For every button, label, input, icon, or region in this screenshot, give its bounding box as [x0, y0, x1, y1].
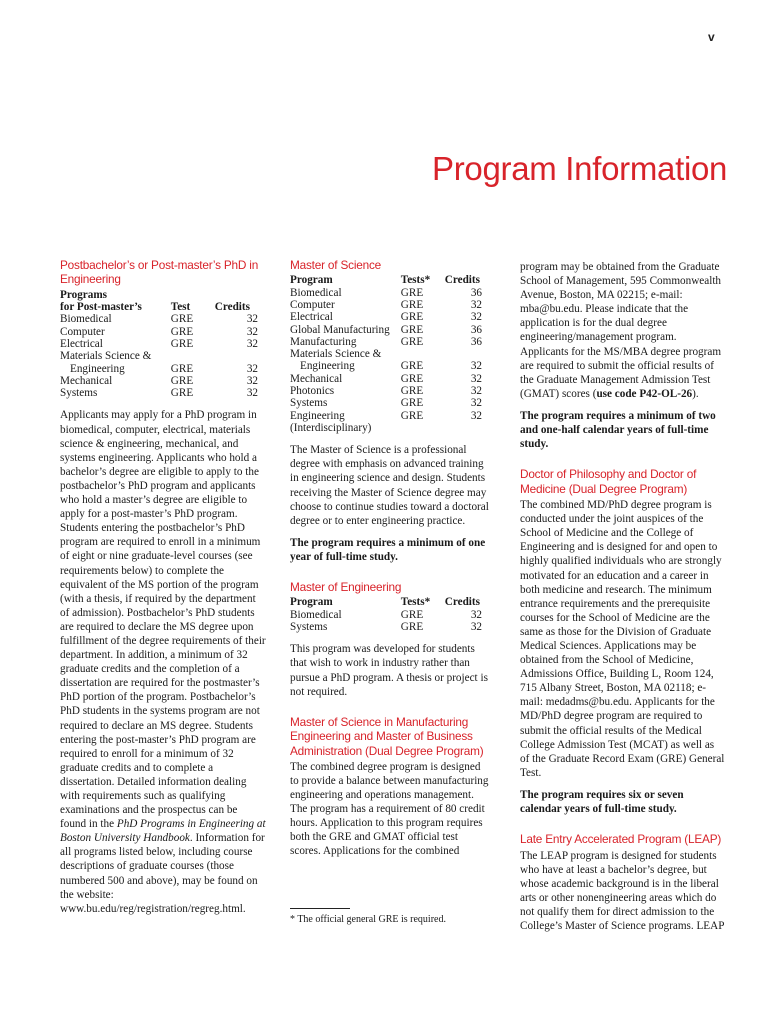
dual-degree-description: The combined degree program is designed to provide a balance between manufacturing engineering and operations management. The program has a requirement of 80 credit hours. Application to this program requires both the GRE and GMAT official test scores. Applications for the combined	[290, 760, 489, 858]
table-cell: 36	[470, 286, 482, 299]
table-cell: GRE	[170, 313, 194, 326]
table-cell: Engineering	[300, 360, 355, 373]
table-row	[290, 397, 490, 409]
page-title: Program Information	[432, 150, 728, 187]
table-cell: Manufacturing	[290, 335, 357, 348]
table-row	[290, 360, 490, 372]
table-row	[290, 410, 490, 422]
table-header: Credits	[444, 596, 480, 609]
table-cell: 32	[246, 338, 258, 350]
table-cell: GRE	[400, 397, 424, 410]
table-cell: 32	[246, 387, 258, 400]
dual-requirement: The program requires a minimum of two and one-half calendar years of full-time study.	[520, 409, 716, 451]
table-header-row	[290, 274, 490, 286]
footnote-divider	[290, 908, 350, 909]
phd-heading: Postbachelor’s or Post-master’s PhD in Engineering	[60, 258, 259, 287]
table-cell: Systems	[290, 621, 328, 634]
column-3	[520, 260, 726, 933]
table-cell: 32	[246, 313, 258, 326]
table-header: for Post-master’s	[60, 301, 142, 314]
table-header-row	[290, 596, 490, 608]
table-row	[290, 299, 490, 311]
phd-description	[60, 408, 266, 915]
table-cell	[445, 422, 490, 434]
table-header: Tests*	[400, 274, 431, 287]
table-cell: GRE	[400, 335, 424, 348]
table-cell: Biomedical	[290, 286, 342, 299]
table-cell: 36	[470, 335, 482, 348]
table-row	[290, 324, 490, 336]
table-row	[290, 621, 490, 633]
table-header: Test	[170, 301, 191, 314]
table-cell	[445, 348, 490, 360]
table-cell: 32	[470, 311, 482, 324]
table-cell: Mechanical	[290, 372, 343, 385]
table-row	[60, 326, 266, 338]
table-cell: Systems	[60, 387, 98, 400]
table-cell: Engineering	[290, 409, 345, 422]
mdphd-requirement: The program requires six or seven calendar years of full-time study.	[520, 788, 684, 815]
table-cell: 32	[470, 608, 482, 621]
table-cell: (Interdisciplinary)	[290, 421, 372, 434]
table-row	[290, 336, 490, 348]
table-cell: 32	[470, 409, 482, 422]
table-cell: GRE	[400, 286, 424, 299]
table-cell: Materials Science &	[290, 348, 382, 361]
table-cell: GRE	[400, 323, 424, 336]
table-row	[60, 363, 266, 375]
mdphd-heading: Doctor of Philosophy and Doctor of Medicine (Dual Degree Program)	[520, 467, 697, 496]
table-cell: GRE	[400, 621, 424, 634]
table-header-row	[60, 289, 266, 301]
table-row	[290, 311, 490, 323]
dual-degree-heading: Master of Science in Manufacturing Engineering and Master of Business Administration (Dual Degree Program)	[290, 714, 484, 758]
table-cell: 36	[470, 323, 482, 336]
meng-programs-table	[290, 596, 490, 633]
table-header: Tests*	[400, 596, 431, 609]
handbook-title: PhD Programs in Engineering at Boston University Handbook	[60, 818, 266, 845]
table-cell	[401, 422, 445, 434]
ms-heading: Master of Science	[290, 258, 382, 272]
table-cell	[401, 348, 445, 360]
table-cell: 32	[246, 325, 258, 338]
table-cell: Global Manufacturing	[290, 323, 390, 336]
table-cell	[171, 350, 215, 362]
table-cell: Photonics	[290, 385, 335, 398]
table-row	[290, 385, 490, 397]
table-cell: GRE	[400, 360, 424, 373]
table-cell: GRE	[400, 385, 424, 398]
table-cell: GRE	[400, 608, 424, 621]
table-cell: Materials Science &	[60, 350, 152, 363]
phd-text-a: Applicants may apply for a PhD program in biomedical, computer, electrical, materials science & engineering, mechanical, and systems engineering. Applicants who hold a bachelor’s degree are eligible to apply to the postbachelor’s PhD program and applicants who hold a master’s degree are eligible to apply for a post-master’s PhD program. Students entering the postbachelor’s PhD program are required to enroll in a minimum of eight or nine graduate-level courses (see requirements below) to complete the equivalent of the MS portion of the program (with a thesis, if required by the department of admission). Postbachelor’s PhD students are required to declare the MS degree upon fulfillment of the degree requirements of their department. In addition, a minimum of 32 graduate credits and the completion of a dissertation are required for the postmaster’s PhD portion of the program. Postbachelor’s PhD students in the systems program are not required to declare an MS degree. Students entering the post-master’s PhD program are required to enroll for a minimum of 32 graduate credits and to complete a dissertation. Detailed information dealing with requirements such as qualifying examinations and the prospectus can be found in the	[60, 409, 266, 831]
table-cell: GRE	[400, 372, 424, 385]
table-cell: GRE	[400, 311, 424, 324]
meng-heading: Master of Engineering	[290, 580, 402, 595]
table-row	[290, 609, 490, 621]
table-cell: GRE	[400, 409, 424, 422]
table-cell: GRE	[170, 338, 194, 350]
table-cell	[215, 350, 266, 362]
table-cell: Electrical	[290, 311, 333, 324]
table-row	[60, 313, 266, 325]
leap-description: The LEAP program is designed for students who have at least a bachelor’s degree, but whose academic background is in the liberal arts or other nonengineering areas which do not qualify them for direct admission to the College’s Master of Science programs. LEAP	[520, 849, 725, 932]
table-cell: Mechanical	[60, 374, 113, 387]
page-number: v	[708, 30, 715, 44]
table-cell: 32	[246, 374, 258, 387]
table-row	[60, 375, 266, 387]
table-cell: Computer	[290, 299, 335, 311]
table-cell: Systems	[290, 397, 328, 410]
table-header: Programs	[60, 288, 108, 301]
mba-text-a: program may be obtained from the Graduate School of Management, 595 Commonwealth Avenue, Boston, MA 02215; e-mail: mba@bu.edu. Please indicate that the application is for the dual degree engineering/management program. Applicants for the MS/MBA degree program are required to submit the official results of the Graduate Management Admission Test (GMAT) scores (	[520, 261, 722, 400]
table-cell: GRE	[170, 387, 194, 400]
table-row	[290, 287, 490, 299]
table-header: Credits	[214, 301, 250, 314]
table-row	[60, 338, 266, 350]
table-row	[60, 350, 266, 362]
table-cell: 32	[246, 362, 258, 375]
mba-application-text	[520, 260, 726, 401]
table-cell: GRE	[400, 299, 424, 311]
leap-heading: Late Entry Accelerated Program (LEAP)	[520, 832, 722, 847]
table-cell: Electrical	[60, 338, 103, 350]
meng-description: This program was developed for students that wish to work in industry rather than pursue a PhD program. A thesis or project is not required.	[290, 643, 488, 698]
table-row	[290, 348, 490, 360]
table-cell: GRE	[170, 374, 194, 387]
table-cell: 32	[470, 621, 482, 634]
table-cell: GRE	[170, 325, 194, 338]
ms-description: The Master of Science is a professional degree with emphasis on advanced training in engineering science and design. Students receiving the Master of Science degree may choose to continue studies toward a doctoral degree or to enter engineering practice.	[290, 444, 489, 527]
mba-text-b: ).	[692, 387, 699, 400]
table-cell: Biomedical	[60, 313, 112, 326]
table-cell: Computer	[60, 325, 105, 338]
mdphd-description: The combined MD/PhD degree program is conducted under the joint auspices of the School of Medicine and the College of Engineering and is designed for and open to highly qualified individuals who are strongly motivated for an education and a career in both medicine and research. The minimum entrance requirements and the prerequisite courses for the School of Medicine are the same as those for the Division of Graduate Medical Sciences. Applications may be obtained from the School of Medicine, Admissions Office, Building L, Room 124, 715 Albany Street, Boston, MA 02118; e-mail: medadms@bu.edu. Applicants for the MD/PhD degree program are required to submit the official results of the Medical College Admission Test (MCAT) as well as of the Graduate Record Exam (GRE) General Test.	[520, 499, 725, 779]
table-cell: 32	[470, 299, 482, 311]
table-cell: Engineering	[70, 362, 125, 375]
table-cell: 32	[470, 360, 482, 373]
column-1	[60, 258, 266, 916]
phd-text-b: . Information for all programs listed below, including course descriptions of graduate courses (those numbered 500 and above), may be found on the website: www.bu.edu/reg/registration/regreg.html.	[60, 832, 265, 915]
table-header: Credits	[444, 274, 480, 287]
table-row	[60, 387, 266, 399]
table-cell: 32	[470, 372, 482, 385]
column-2	[290, 258, 490, 859]
table-cell: 32	[470, 385, 482, 398]
gmat-code: use code P42-OL-26	[596, 387, 693, 400]
table-header: Program	[290, 596, 333, 609]
table-row	[290, 373, 490, 385]
ms-requirement: The program requires a minimum of one year of full-time study.	[290, 536, 486, 563]
table-header-row	[60, 301, 266, 313]
table-cell: GRE	[170, 362, 194, 375]
table-cell: 32	[470, 397, 482, 410]
table-header: Program	[290, 274, 333, 287]
table-row	[290, 422, 490, 434]
footnote: * The official general GRE is required.	[290, 914, 446, 925]
table-cell: Biomedical	[290, 608, 342, 621]
phd-programs-table	[60, 289, 266, 400]
ms-programs-table	[290, 274, 490, 434]
